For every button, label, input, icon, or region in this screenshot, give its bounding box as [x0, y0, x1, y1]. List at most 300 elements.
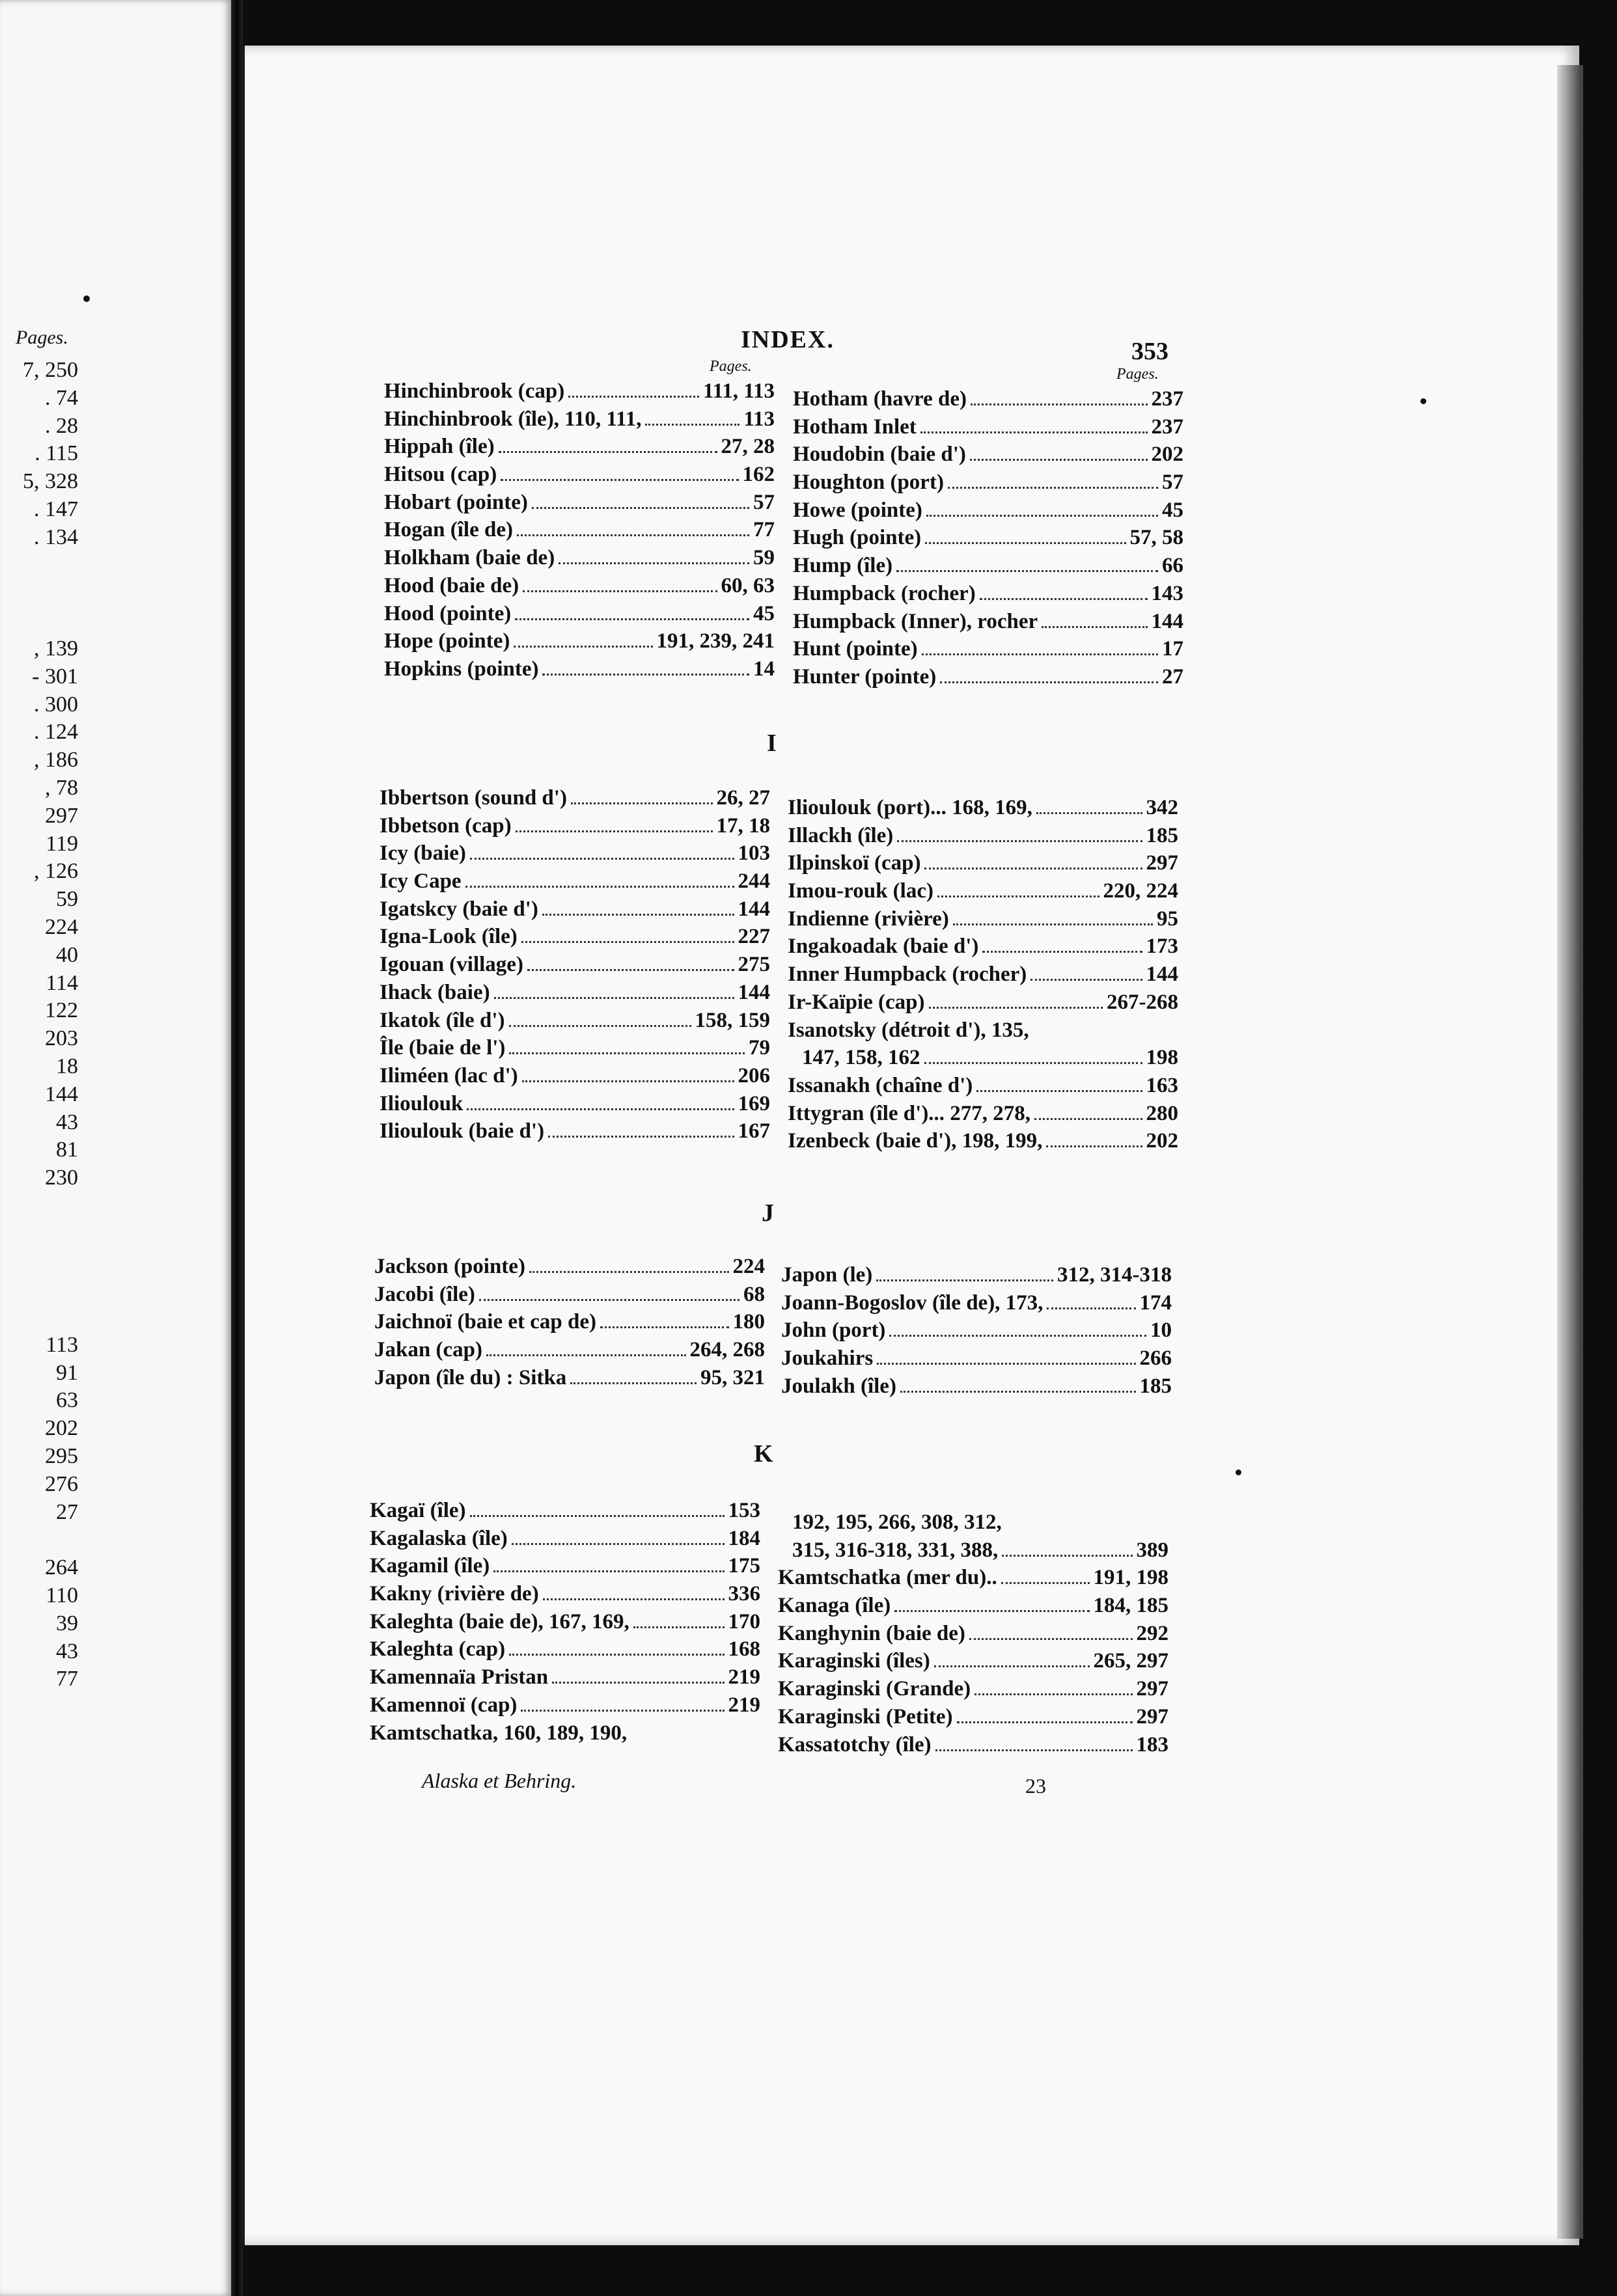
index-entry — [778, 1537, 1168, 1565]
index-entry — [384, 544, 775, 572]
entry-name: Howe (pointe) — [793, 498, 922, 522]
dot-leader — [514, 633, 652, 648]
left-page-number: 114 — [46, 970, 78, 995]
index-entry — [380, 951, 770, 979]
dot-leader — [527, 956, 734, 971]
index-entry — [793, 524, 1183, 552]
dot-leader — [924, 1049, 1142, 1064]
dot-leader — [926, 502, 1158, 517]
ink-speck — [1236, 1469, 1241, 1475]
left-page-number: 7, 250 — [23, 358, 78, 382]
index-entry — [384, 489, 775, 517]
entry-pages: 59 — [753, 546, 775, 570]
index-entry — [778, 1592, 1168, 1620]
entry-name: Joulakh (île) — [781, 1374, 896, 1398]
entry-name: Icy (baie) — [380, 841, 466, 866]
entry-name: Kakny (rivière de) — [370, 1582, 539, 1606]
entry-pages: 144 — [738, 897, 770, 921]
index-entry — [380, 895, 770, 923]
entry-name: Imou-rouk (lac) — [788, 879, 933, 903]
section-letter-i: I — [767, 730, 777, 757]
dot-leader — [1042, 613, 1147, 628]
index-entry — [781, 1289, 1172, 1317]
index-entry — [370, 1608, 760, 1636]
left-page-number: . 147 — [34, 497, 78, 521]
index-entry — [380, 868, 770, 895]
entry-name: Kaleghta (cap) — [370, 1637, 506, 1661]
entry-name: Jaichnoï (baie et cap de) — [374, 1310, 596, 1334]
dot-leader — [897, 827, 1142, 842]
dot-leader — [1001, 1570, 1090, 1585]
left-page-number: 202 — [45, 1416, 78, 1441]
col-i-right — [788, 794, 1178, 1155]
entry-pages: 26, 27 — [716, 786, 770, 810]
dot-leader — [974, 1680, 1132, 1695]
left-page-number: 230 — [45, 1166, 78, 1190]
entry-pages: 14 — [753, 657, 775, 681]
index-entry — [380, 979, 770, 1007]
page-number: 353 — [1131, 338, 1168, 365]
entry-pages: 185 — [1146, 823, 1178, 847]
left-page-number — [0, 579, 78, 607]
entry-pages: 237 — [1151, 387, 1183, 411]
entry-pages: 174 — [1139, 1291, 1172, 1315]
dot-leader — [465, 873, 734, 888]
entry-pages: 170 — [728, 1609, 760, 1633]
entry-pages: 191, 198 — [1093, 1566, 1168, 1590]
index-entry — [778, 1731, 1168, 1759]
entry-pages: 275 — [738, 953, 770, 977]
signature-mark: 23 — [1025, 1774, 1046, 1797]
dot-leader — [470, 845, 734, 860]
index-entry — [788, 794, 1178, 822]
entry-pages: 244 — [738, 869, 770, 894]
entry-name: Hunt (pointe) — [793, 637, 918, 661]
entry-name: Ilpinskoï (cap) — [788, 851, 921, 875]
entry-name: Karaginski (îles) — [778, 1649, 930, 1673]
entry-pages: 45 — [1162, 498, 1183, 522]
index-entry — [370, 1635, 760, 1663]
entry-name: Hood (baie de) — [384, 573, 519, 597]
dot-leader — [934, 1653, 1090, 1668]
entry-name: Jakan (cap) — [374, 1338, 482, 1362]
index-entry — [370, 1497, 760, 1525]
index-entry — [793, 413, 1183, 441]
index-entry — [370, 1663, 760, 1691]
dot-leader — [896, 557, 1158, 572]
dot-leader — [571, 789, 713, 804]
index-entry — [793, 580, 1183, 608]
entry-name: Isanotsky (détroit d'), 135, — [788, 1018, 1029, 1042]
left-page-number: 27 — [56, 1499, 78, 1524]
entry-pages: 57, 58 — [1129, 526, 1183, 550]
dot-leader — [920, 418, 1148, 433]
entry-pages: 79 — [749, 1036, 770, 1060]
left-page-number: 18 — [56, 1054, 78, 1078]
entry-pages: 57 — [753, 490, 775, 514]
entry-name: Houghton (port) — [793, 471, 944, 495]
entry-name: Ibbetson (cap) — [380, 813, 512, 838]
entry-name: Ittygran (île d')... 277, 278, — [788, 1101, 1031, 1125]
index-entry — [788, 989, 1178, 1017]
section-letter-j: J — [762, 1199, 774, 1227]
left-page-number: , 126 — [34, 859, 78, 884]
index-entry — [788, 1072, 1178, 1100]
left-page-number: 77 — [56, 1667, 78, 1691]
left-page-number: . 300 — [34, 692, 78, 717]
index-entry — [374, 1281, 765, 1309]
entry-name: Jackson (pointe) — [374, 1255, 525, 1278]
left-page-number — [0, 1276, 78, 1304]
entry-name: Hood (pointe) — [384, 601, 512, 625]
index-entry — [788, 905, 1178, 933]
index-entry — [793, 663, 1183, 691]
col-k-right — [778, 1509, 1168, 1758]
entry-name: Ilioulouk (baie d') — [380, 1119, 545, 1143]
left-page-number: 43 — [56, 1639, 78, 1663]
entry-pages: 144 — [1151, 609, 1183, 633]
left-page-number: , 186 — [34, 748, 78, 772]
col-j-right — [781, 1261, 1172, 1400]
index-entry — [788, 1017, 1178, 1045]
entry-pages: 168 — [728, 1637, 760, 1661]
index-entry — [380, 923, 770, 951]
entry-name: Kaleghta (baie de), 167, 169, — [370, 1609, 629, 1633]
entry-name: Ihack (baie) — [380, 980, 490, 1004]
entry-pages: 292 — [1136, 1621, 1168, 1645]
ink-speck — [1420, 398, 1426, 404]
left-page-number: . 28 — [45, 413, 78, 438]
index-entry — [778, 1675, 1168, 1703]
entry-name: John (port) — [781, 1319, 886, 1343]
entry-pages: 60, 63 — [721, 573, 775, 597]
entry-pages: 113 — [743, 407, 775, 431]
dot-leader — [957, 1708, 1133, 1723]
entry-pages: 57 — [1162, 471, 1183, 495]
dot-leader — [889, 1322, 1146, 1337]
entry-pages: 237 — [1151, 415, 1183, 439]
dot-leader — [493, 1558, 724, 1573]
entry-name: Ir-Kaïpie (cap) — [788, 990, 925, 1014]
entry-name: Houdobin (baie d') — [793, 443, 966, 467]
entry-pages: 202 — [1151, 443, 1183, 467]
col-h-right — [793, 385, 1183, 691]
index-entry — [374, 1308, 765, 1336]
entry-pages: 297 — [1136, 1677, 1168, 1701]
entry-pages: 10 — [1150, 1319, 1172, 1343]
index-entry — [793, 635, 1183, 663]
dot-leader — [512, 1530, 725, 1545]
entry-pages: 202 — [1146, 1129, 1178, 1153]
entry-name: Hotham (havre de) — [793, 387, 967, 411]
entry-pages: 224 — [732, 1255, 765, 1278]
left-page-number: 203 — [45, 1026, 78, 1051]
dot-leader — [486, 1341, 686, 1356]
dot-leader — [924, 855, 1142, 870]
index-entry — [384, 377, 775, 405]
entry-name: Hopkins (pointe) — [384, 657, 539, 681]
entry-name: Kassatotchy (île) — [778, 1732, 932, 1756]
entry-name: Inner Humpback (rocher) — [788, 963, 1027, 987]
entry-pages: 312, 314-318 — [1057, 1263, 1172, 1287]
entry-name: Kamtschatka (mer du).. — [778, 1566, 997, 1590]
index-entry — [384, 627, 775, 655]
dot-leader — [542, 901, 734, 916]
entry-name: Hogan (île de) — [384, 518, 513, 542]
dot-leader — [948, 474, 1158, 489]
index-entry — [374, 1364, 765, 1392]
entry-pages: 389 — [1136, 1538, 1168, 1562]
index-entry — [370, 1719, 760, 1747]
dot-leader — [894, 1597, 1089, 1612]
entry-pages: 17, 18 — [716, 813, 770, 838]
dot-leader — [552, 1669, 724, 1684]
index-entry — [380, 1007, 770, 1035]
dot-leader — [522, 1067, 734, 1082]
ink-speck — [83, 295, 90, 302]
left-pages-label: Pages. — [16, 327, 68, 348]
dot-leader — [971, 390, 1147, 405]
index-entry — [793, 385, 1183, 413]
left-page-number: , 139 — [34, 636, 78, 661]
dot-leader — [633, 1613, 725, 1628]
entry-pages: 95, 321 — [700, 1365, 765, 1389]
left-page-number: 43 — [56, 1110, 78, 1134]
col-j-left — [374, 1253, 765, 1391]
left-page-number: 5, 328 — [23, 469, 78, 494]
dot-leader — [521, 1697, 724, 1712]
dot-leader — [953, 910, 1153, 925]
index-entry — [380, 1117, 770, 1145]
entry-pages: 143 — [1151, 581, 1183, 605]
entry-name: Ilioulouk (port)... 168, 169, — [788, 796, 1032, 819]
page-edge — [1557, 65, 1583, 2239]
entry-pages: 111, 113 — [702, 379, 775, 403]
dot-leader — [509, 1039, 745, 1054]
dot-leader — [976, 1077, 1142, 1092]
entry-pages: 27, 28 — [721, 435, 775, 459]
index-entry — [788, 877, 1178, 905]
index-entry — [370, 1525, 760, 1553]
entry-pages: 45 — [753, 601, 775, 625]
entry-name: Kamennaïa Pristan — [370, 1665, 549, 1689]
footer-title: Alaska et Behring. — [422, 1769, 577, 1792]
index-entry — [793, 608, 1183, 636]
entry-pages: 103 — [738, 841, 770, 866]
dot-leader — [929, 994, 1103, 1009]
index-entry — [384, 516, 775, 544]
left-page-number: 59 — [56, 887, 78, 912]
entry-name: Kagamil (île) — [370, 1554, 490, 1578]
entry-pages: 162 — [742, 463, 775, 487]
entry-pages: 297 — [1146, 851, 1178, 875]
index-entry — [778, 1620, 1168, 1648]
entry-pages: 184, 185 — [1093, 1594, 1168, 1618]
section-letter-k: K — [754, 1440, 773, 1468]
left-page-number: - 301 — [32, 664, 78, 689]
entry-name: Humpback (Inner), rocher — [793, 609, 1038, 633]
entry-pages: 198 — [1146, 1046, 1178, 1070]
entry-pages: 336 — [728, 1582, 760, 1606]
left-page-number: 119 — [46, 831, 78, 856]
left-page-number: 110 — [46, 1583, 78, 1608]
entry-name: Japon (le) — [781, 1263, 873, 1287]
entry-pages: 184 — [728, 1526, 760, 1550]
entry-pages: 265, 297 — [1093, 1649, 1168, 1673]
dot-leader — [937, 882, 1099, 897]
index-entry — [384, 572, 775, 600]
index-entry — [380, 840, 770, 868]
entry-name: Japon (île du) : Sitka — [374, 1365, 567, 1389]
entry-pages: 167 — [738, 1119, 770, 1143]
dot-leader — [935, 1736, 1133, 1751]
entry-pages: 280 — [1146, 1101, 1178, 1125]
left-page-number: 63 — [56, 1388, 78, 1413]
index-entry — [370, 1552, 760, 1580]
dot-leader — [559, 549, 749, 564]
dot-leader — [980, 585, 1148, 600]
left-page-number — [0, 607, 78, 635]
index-entry — [788, 961, 1178, 989]
index-entry — [370, 1580, 760, 1608]
entry-pages: 264, 268 — [689, 1338, 765, 1362]
left-page-number: 113 — [46, 1332, 78, 1357]
index-entry — [370, 1691, 760, 1719]
entry-name: Karaginski (Petite) — [778, 1704, 953, 1729]
index-entry — [380, 1062, 770, 1090]
dot-leader — [1047, 1294, 1135, 1309]
dot-leader — [1030, 966, 1142, 981]
dot-leader — [467, 1095, 734, 1110]
entry-name: Igatskcy (baie d') — [380, 897, 538, 921]
entry-pages: 220, 224 — [1103, 879, 1178, 903]
left-page-number: 144 — [45, 1082, 78, 1106]
index-entry — [788, 1100, 1178, 1128]
entry-pages: 144 — [738, 980, 770, 1004]
left-page-number: . 115 — [35, 441, 78, 466]
entry-pages: 17 — [1162, 637, 1183, 661]
entry-pages: 183 — [1136, 1732, 1168, 1756]
dot-leader — [501, 466, 738, 481]
entry-pages: 185 — [1139, 1374, 1172, 1398]
dot-leader — [922, 640, 1158, 655]
dot-leader — [542, 661, 749, 676]
index-entry — [778, 1509, 1168, 1537]
entry-name: Kagaï (île) — [370, 1499, 466, 1522]
left-page-number — [0, 552, 78, 580]
entry-name: Indienne (rivière) — [788, 907, 949, 931]
entry-pages: 191, 239, 241 — [656, 629, 775, 653]
index-entry — [374, 1253, 765, 1281]
entry-pages: 297 — [1136, 1704, 1168, 1729]
left-page-number: 91 — [56, 1360, 78, 1385]
dot-leader — [515, 605, 749, 620]
left-page-number: 122 — [45, 998, 78, 1023]
dot-leader — [600, 1314, 729, 1329]
left-page-number — [0, 1248, 78, 1276]
dot-leader — [521, 929, 734, 944]
entry-name: Karaginski (Grande) — [778, 1677, 971, 1701]
left-page-number: . 124 — [34, 720, 78, 745]
index-entry — [384, 600, 775, 628]
dot-leader — [499, 439, 717, 454]
entry-name: Hinchinbrook (cap) — [384, 379, 565, 403]
entry-name: Jacobi (île) — [374, 1282, 475, 1306]
index-entry — [788, 849, 1178, 877]
dot-leader — [925, 530, 1126, 545]
entry-name: Icy Cape — [380, 869, 462, 894]
index-entry — [781, 1317, 1172, 1345]
entry-name: Ikatok (île d') — [380, 1008, 505, 1032]
dot-leader — [982, 938, 1142, 953]
entry-pages: 266 — [1139, 1346, 1172, 1371]
entry-name: Joukahirs — [781, 1346, 874, 1371]
entry-pages: 68 — [743, 1282, 765, 1306]
left-page-number: 39 — [56, 1611, 78, 1635]
left-page-number — [0, 1526, 78, 1554]
entry-name: Hobart (pointe) — [384, 490, 528, 514]
entry-pages: 219 — [728, 1665, 760, 1689]
dot-leader — [1034, 1105, 1142, 1120]
dot-leader — [1002, 1542, 1132, 1557]
index-entry — [781, 1261, 1172, 1289]
entry-name: Ilioulouk — [380, 1091, 463, 1115]
index-entry — [384, 655, 775, 683]
index-entry — [380, 1034, 770, 1062]
col-k-left — [370, 1497, 760, 1747]
index-entry — [384, 433, 775, 461]
dot-leader — [877, 1350, 1135, 1365]
entry-name: Ingakoadak (baie d') — [788, 935, 979, 959]
dot-leader — [509, 1641, 724, 1656]
dot-leader — [940, 668, 1158, 683]
dot-leader — [970, 446, 1148, 461]
dot-leader — [645, 411, 739, 426]
index-entry — [788, 822, 1178, 850]
dot-leader — [969, 1625, 1133, 1640]
entry-pages: 173 — [1146, 935, 1178, 959]
dot-leader — [523, 577, 717, 592]
entry-pages: 153 — [728, 1499, 760, 1522]
running-head: INDEX. — [741, 326, 835, 353]
entry-pages: 267-268 — [1107, 990, 1178, 1014]
dot-leader — [548, 1123, 734, 1138]
entry-name: Izenbeck (baie d'), 198, 199, — [788, 1129, 1043, 1153]
entry-name: Hunter (pointe) — [793, 664, 937, 689]
index-entry — [793, 469, 1183, 497]
index-entry — [793, 497, 1183, 525]
entry-pages: 169 — [738, 1091, 770, 1115]
entry-name: 147, 158, 162 — [802, 1046, 920, 1070]
entry-name: Hump (île) — [793, 554, 893, 578]
entry-pages: 219 — [728, 1693, 760, 1717]
index-entry — [778, 1564, 1168, 1592]
dot-leader — [494, 984, 734, 999]
book-gutter — [231, 0, 243, 2296]
index-entry — [781, 1345, 1172, 1373]
dot-leader — [900, 1378, 1136, 1393]
entry-pages: 206 — [738, 1063, 770, 1087]
dot-leader — [532, 494, 749, 509]
col-h-left — [384, 377, 775, 683]
entry-name: Hugh (pointe) — [793, 526, 922, 550]
entry-pages: 180 — [732, 1310, 765, 1334]
dot-leader — [516, 817, 713, 832]
entry-name: Hotham Inlet — [793, 415, 917, 439]
index-entry — [380, 784, 770, 812]
left-page-number — [0, 1192, 78, 1220]
index-entry — [384, 405, 775, 433]
